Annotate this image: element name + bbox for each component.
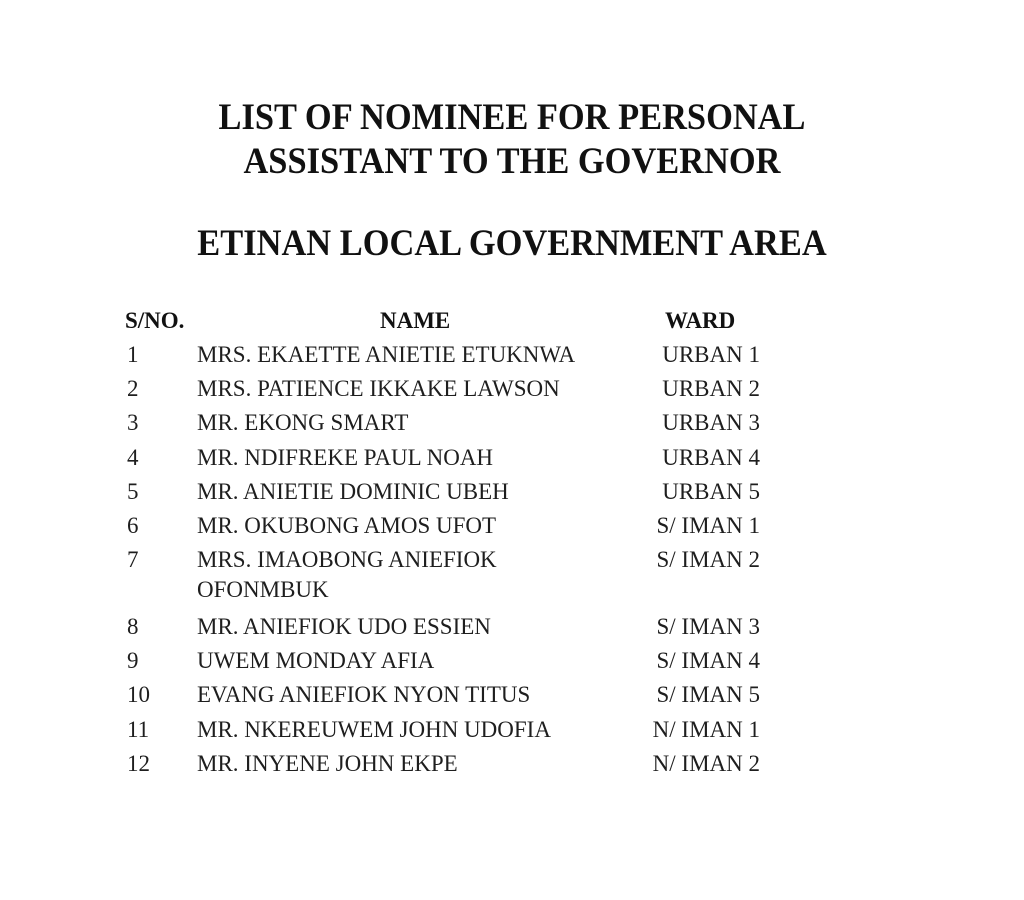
column-header-name: NAME (380, 308, 451, 333)
row-sno: 4 (127, 445, 139, 470)
row-sno: 1 (127, 342, 139, 367)
column-header-ward: WARD (665, 308, 736, 333)
row-name: UWEM MONDAY AFIA (197, 648, 435, 673)
row-sno: 12 (127, 751, 150, 776)
row-sno: 7 (127, 547, 139, 572)
document-title-line-1: LIST OF NOMINEE FOR PERSONAL (218, 97, 806, 138)
row-ward: URBAN 3 (662, 410, 760, 435)
row-ward: URBAN 5 (662, 479, 760, 504)
row-ward: N/ IMAN 2 (652, 751, 760, 776)
row-name: EVANG ANIEFIOK NYON TITUS (197, 682, 531, 707)
row-name: MR. EKONG SMART (197, 410, 409, 435)
row-ward: S/ IMAN 1 (656, 513, 760, 538)
document-subtitle: ETINAN LOCAL GOVERNMENT AREA (197, 223, 827, 264)
row-name: MRS. PATIENCE IKKAKE LAWSON (197, 376, 560, 401)
row-name: MR. ANIEFIOK UDO ESSIEN (197, 614, 491, 639)
row-ward: URBAN 1 (662, 342, 760, 367)
row-ward: URBAN 4 (662, 445, 760, 470)
row-sno: 5 (127, 479, 139, 504)
row-name: MR. NKEREUWEM JOHN UDOFIA (197, 717, 551, 742)
row-ward: S/ IMAN 4 (656, 648, 760, 673)
row-name: MRS. IMAOBONG ANIEFIOK OFONMBUK (197, 547, 497, 602)
row-ward: S/ IMAN 2 (656, 547, 760, 572)
row-sno: 11 (127, 717, 150, 742)
row-ward: S/ IMAN 3 (656, 614, 760, 639)
row-sno: 9 (127, 648, 139, 673)
row-ward: S/ IMAN 5 (656, 682, 760, 707)
document-title-line-2: ASSISTANT TO THE GOVERNOR (243, 141, 781, 182)
row-name: MR. INYENE JOHN EKPE (197, 751, 458, 776)
column-header-sno: S/NO. (125, 308, 185, 333)
row-sno: 6 (127, 513, 139, 538)
row-sno: 2 (127, 376, 139, 401)
row-ward: URBAN 2 (662, 376, 760, 401)
row-sno: 3 (127, 410, 139, 435)
row-sno: 8 (127, 614, 139, 639)
row-sno: 10 (127, 682, 150, 707)
row-name: MR. OKUBONG AMOS UFOT (197, 513, 497, 538)
row-name: MRS. EKAETTE ANIETIE ETUKNWA (197, 342, 576, 367)
row-ward: N/ IMAN 1 (652, 717, 760, 742)
row-name: MR. ANIETIE DOMINIC UBEH (197, 479, 509, 504)
row-name: MR. NDIFREKE PAUL NOAH (197, 445, 494, 470)
